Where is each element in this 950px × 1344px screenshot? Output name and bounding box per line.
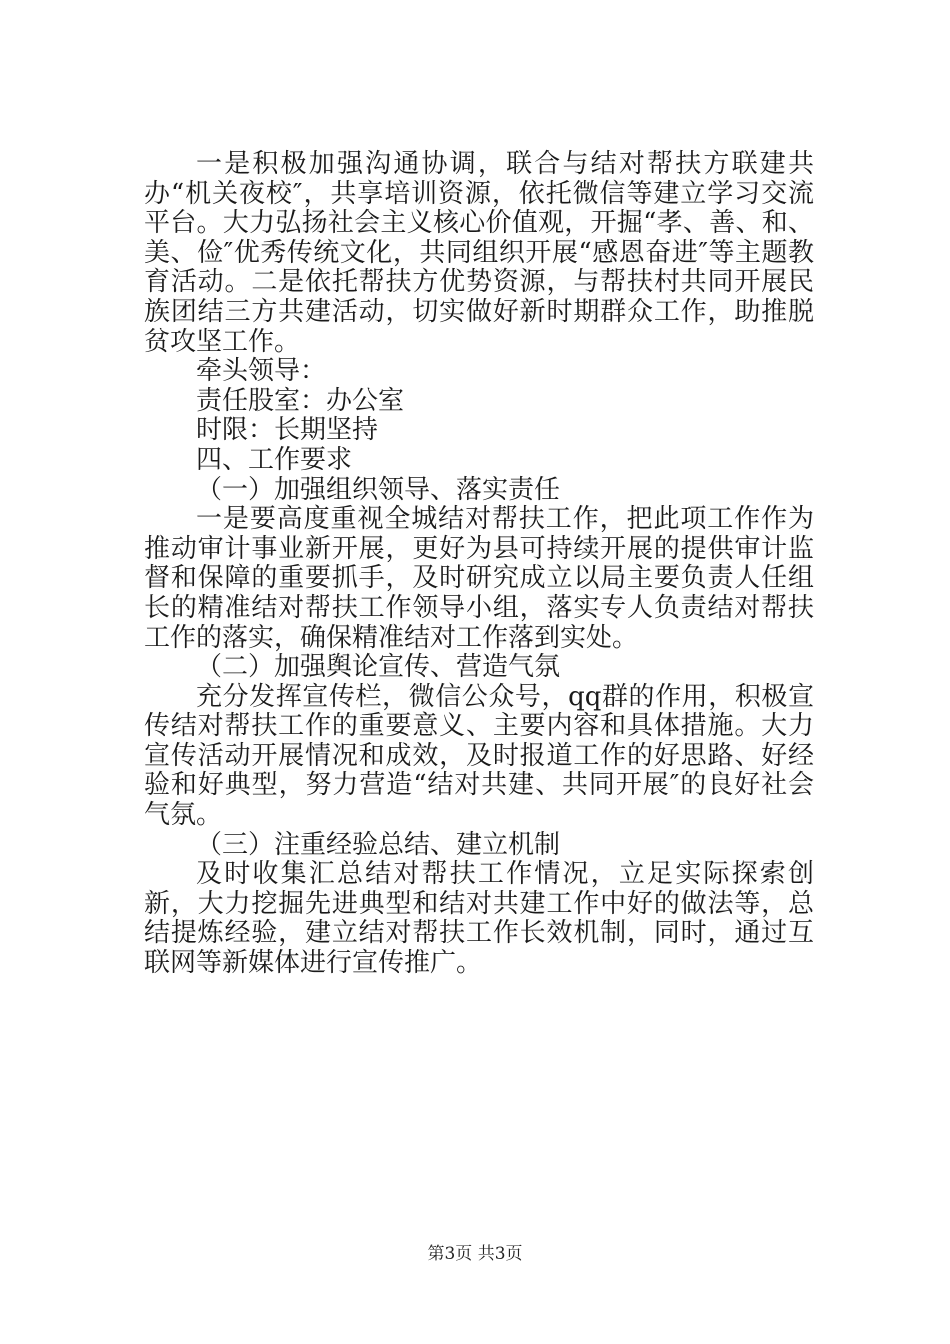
paragraph-time-limit: 时限：长期坚持 [196, 415, 379, 446]
paragraph-lead-leader: 牵头领导： [196, 356, 327, 387]
paragraph-responsible-office: 责任股室：办公室 [196, 385, 405, 416]
section-heading-requirements: 四、工作要求 [196, 444, 353, 475]
page-number-label: 第3页 共3页 [427, 1244, 523, 1264]
paragraph-measures-detail: 一是积极加强沟通协调，联合与结对帮扶方联建共办“机关夜校″，共享培训资源，依托微信等建立学习交流平台。大力弘扬社会主义核心价值观，开掘“孝、善、和、美、俭″优秀传统文化，共同组织开展“感恩奋进″等主题教育活动。二是依托帮扶方优势资源，与帮扶村共同开展民族团结三方共建活动，切实做好新时期群众工作，助推脱贫攻坚工作。 [144, 149, 814, 357]
paragraph-publicity: 充分发挥宣传栏，微信公众号，qq群的作用，积极宣传结对帮扶工作的重要意义、主要内容和具体措施。大力宣传活动开展情况和成效，及时报道工作的好思路、好经验和好典型，努力营造“结对共建、共同开展″的良好社会气氛。 [144, 681, 814, 831]
subheading-organization: （一）加强组织领导、落实责任 [196, 474, 561, 505]
paragraph-experience: 及时收集汇总结对帮扶工作情况，立足实际探索创新，大力挖掘先进典型和结对共建工作中好的做法等，总结提炼经验，建立结对帮扶工作长效机制，同时，通过互联网等新媒体进行宣传推广。 [144, 859, 814, 979]
paragraph-organization: 一是要高度重视全城结对帮扶工作，把此项工作作为推动审计事业新开展，更好为县可持续开展的提供审计监督和保障的重要抓手，及时研究成立以局主要负责人任组长的精准结对帮扶工作领导小组，落实专人负责结对帮扶工作的落实，确保精准结对工作落到实处。 [144, 504, 814, 653]
document-body [144, 150, 814, 979]
subheading-experience: （三）注重经验总结、建立机制 [196, 829, 561, 860]
page-footer [0, 1243, 950, 1265]
subheading-publicity: （二）加强舆论宣传、营造气氛 [196, 652, 561, 683]
